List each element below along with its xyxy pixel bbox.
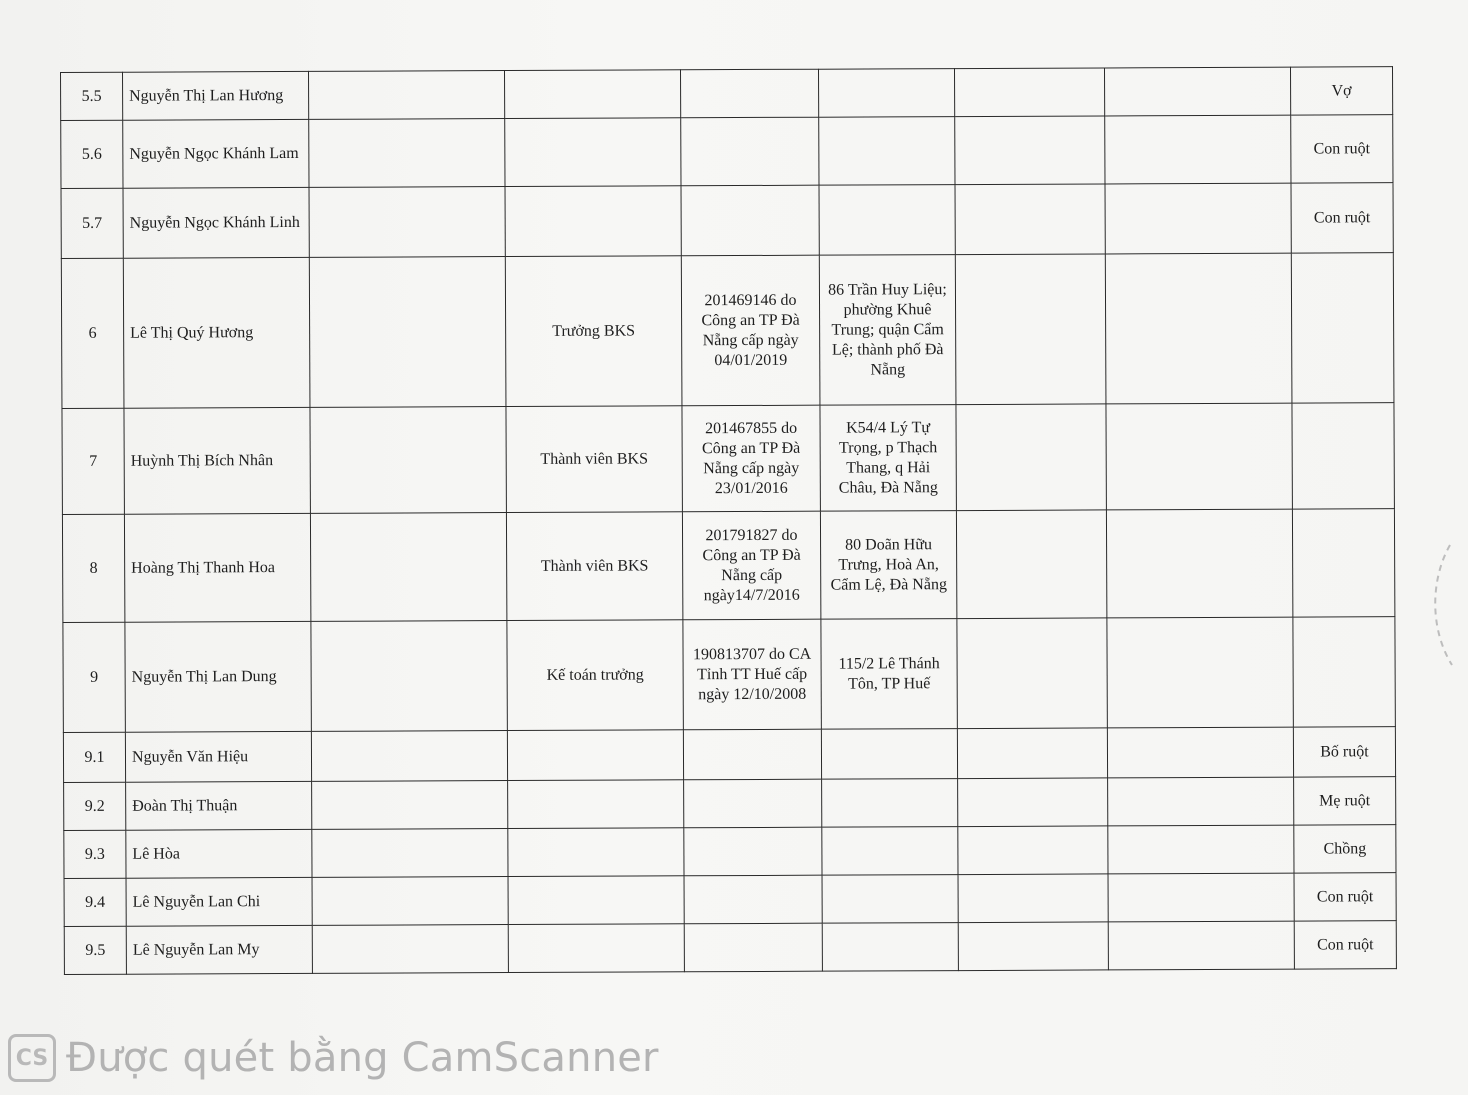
person-name: Đoàn Thị Thuận xyxy=(126,781,312,830)
address-cell xyxy=(819,185,955,256)
id-document-cell xyxy=(681,185,819,256)
relation-cell: Bố ruột xyxy=(1293,727,1395,777)
empty-cell xyxy=(958,778,1108,827)
camscanner-logo-icon: CS xyxy=(8,1034,56,1082)
relation-cell xyxy=(1292,403,1394,509)
empty-cell xyxy=(1108,825,1294,874)
row-number: 9.4 xyxy=(64,878,126,926)
row-number: 7 xyxy=(62,408,124,514)
table-row xyxy=(61,67,1393,121)
id-document-cell: 201469146 do Công an TP Đà Nẵng cấp ngày 04/01/2019 xyxy=(681,255,820,406)
row-number: 5.5 xyxy=(61,72,123,120)
person-name: Lê Thị Quý Hương xyxy=(123,257,310,408)
person-name: Nguyễn Văn Hiệu xyxy=(125,731,311,782)
empty-cell xyxy=(1107,727,1293,778)
empty-cell xyxy=(310,513,506,622)
relation-cell xyxy=(1292,509,1394,617)
row-number: 9.2 xyxy=(64,782,126,830)
id-document-cell xyxy=(683,729,821,780)
position-cell xyxy=(508,876,684,925)
id-document-cell xyxy=(681,117,819,186)
empty-cell xyxy=(1105,183,1291,254)
address-cell xyxy=(821,729,957,780)
row-number: 6 xyxy=(61,258,124,408)
person-name: Nguyễn Thị Lan Hương xyxy=(123,71,309,120)
empty-cell xyxy=(955,116,1105,185)
position-cell: Trưởng BKS xyxy=(505,256,682,407)
empty-cell xyxy=(1105,253,1292,404)
table-row xyxy=(64,777,1396,831)
empty-cell xyxy=(312,925,508,974)
empty-cell xyxy=(957,728,1107,779)
row-number: 5.7 xyxy=(61,188,123,258)
row-number: 8 xyxy=(62,514,124,622)
relation-cell: Con ruột xyxy=(1294,921,1396,969)
position-cell xyxy=(508,924,684,973)
empty-cell xyxy=(309,257,506,408)
position-cell: Thành viên BKS xyxy=(506,406,682,513)
person-name: Nguyễn Ngọc Khánh Lam xyxy=(123,119,309,188)
table-row xyxy=(64,921,1396,975)
relation-cell: Vợ xyxy=(1290,67,1392,115)
empty-cell xyxy=(954,68,1104,117)
address-cell xyxy=(819,117,955,186)
id-document-cell: 201791827 do Công an TP Đà Nẵng cấp ngày14/7/2016 xyxy=(682,511,820,620)
address-cell: 86 Trần Huy Liệu; phường Khuê Trung; quận Cẩm Lệ; thành phố Đà Nẵng xyxy=(819,255,956,406)
empty-cell xyxy=(1104,67,1290,116)
empty-cell xyxy=(1105,115,1291,184)
id-document-cell: 190813707 do CA Tỉnh TT Huế cấp ngày 12/10/2008 xyxy=(683,619,821,730)
address-cell: K54/4 Lý Tự Trọng, p Thạch Thang, q Hải Châu, Đà Nẵng xyxy=(820,405,956,512)
person-name: Lê Nguyễn Lan My xyxy=(126,925,312,974)
table-row xyxy=(61,183,1393,259)
relation-cell: Con ruột xyxy=(1291,115,1393,183)
row-number: 9.3 xyxy=(64,830,126,878)
empty-cell xyxy=(1107,617,1293,728)
empty-cell xyxy=(1106,509,1292,618)
address-cell: 115/2 Lê Thánh Tôn, TP Huế xyxy=(821,619,957,730)
empty-cell xyxy=(311,621,507,732)
table-row xyxy=(64,825,1396,879)
table-row xyxy=(63,727,1395,783)
row-number: 9.1 xyxy=(63,732,125,782)
table-body xyxy=(61,67,1397,975)
empty-cell xyxy=(958,874,1108,923)
position-cell xyxy=(508,780,684,829)
empty-cell xyxy=(312,877,508,926)
empty-cell xyxy=(1108,921,1294,970)
table-row xyxy=(64,873,1396,927)
address-cell: 80 Doãn Hữu Trưng, Hoà An, Cẩm Lệ, Đà Nẵng xyxy=(820,511,956,620)
address-cell xyxy=(822,875,958,924)
position-cell xyxy=(505,186,681,257)
person-name: Hoàng Thị Thanh Hoa xyxy=(124,513,310,622)
empty-cell xyxy=(955,184,1105,255)
position-cell: Thành viên BKS xyxy=(506,512,682,621)
empty-cell xyxy=(310,407,506,514)
stamp-fragment xyxy=(1420,540,1460,670)
id-document-cell xyxy=(684,827,822,876)
position-cell xyxy=(504,70,680,119)
row-number: 5.6 xyxy=(61,120,123,188)
empty-cell xyxy=(312,829,508,878)
camscanner-watermark xyxy=(8,1030,659,1086)
row-number: 9 xyxy=(63,622,125,732)
person-name: Nguyễn Ngọc Khánh Linh xyxy=(123,187,309,258)
person-name: Nguyễn Thị Lan Dung xyxy=(125,621,311,732)
table-row xyxy=(61,253,1394,409)
empty-cell xyxy=(1106,403,1292,510)
empty-cell xyxy=(309,187,505,258)
relation-cell xyxy=(1291,253,1394,403)
table-row xyxy=(63,617,1395,733)
table-row xyxy=(61,115,1393,189)
empty-cell xyxy=(956,404,1106,511)
address-cell xyxy=(822,827,958,876)
position-cell xyxy=(508,828,684,877)
empty-cell xyxy=(957,618,1107,729)
id-document-cell: 201467855 do Công an TP Đà Nẵng cấp ngày 23/01/2016 xyxy=(682,405,820,512)
relation-cell xyxy=(1293,617,1395,727)
id-document-cell xyxy=(684,923,822,972)
empty-cell xyxy=(311,731,507,782)
table-row xyxy=(62,509,1394,623)
address-cell xyxy=(822,779,958,828)
empty-cell xyxy=(958,826,1108,875)
empty-cell xyxy=(1108,873,1294,922)
person-name: Lê Nguyễn Lan Chi xyxy=(126,877,312,926)
position-cell: Kế toán trưởng xyxy=(507,620,683,731)
empty-cell xyxy=(958,922,1108,971)
row-number: 9.5 xyxy=(64,926,126,974)
related-persons-table xyxy=(60,66,1397,975)
empty-cell xyxy=(312,781,508,830)
empty-cell xyxy=(1108,777,1294,826)
id-document-cell xyxy=(680,69,818,118)
empty-cell xyxy=(308,71,504,120)
relation-cell: Chồng xyxy=(1294,825,1396,873)
id-document-cell xyxy=(684,875,822,924)
position-cell xyxy=(507,730,683,781)
empty-cell xyxy=(956,510,1106,619)
relation-cell: Con ruột xyxy=(1291,183,1393,253)
id-document-cell xyxy=(684,779,822,828)
relation-cell: Con ruột xyxy=(1294,873,1396,921)
person-name: Huỳnh Thị Bích Nhân xyxy=(124,407,310,514)
empty-cell xyxy=(309,119,505,188)
address-cell xyxy=(818,69,954,118)
relation-cell: Mẹ ruột xyxy=(1294,777,1396,825)
position-cell xyxy=(505,118,681,187)
table-row xyxy=(62,403,1394,515)
camscanner-text: Được quét bằng CamScanner xyxy=(66,1035,659,1081)
person-name: Lê Hòa xyxy=(126,829,312,878)
address-cell xyxy=(822,923,958,972)
empty-cell xyxy=(955,254,1106,405)
